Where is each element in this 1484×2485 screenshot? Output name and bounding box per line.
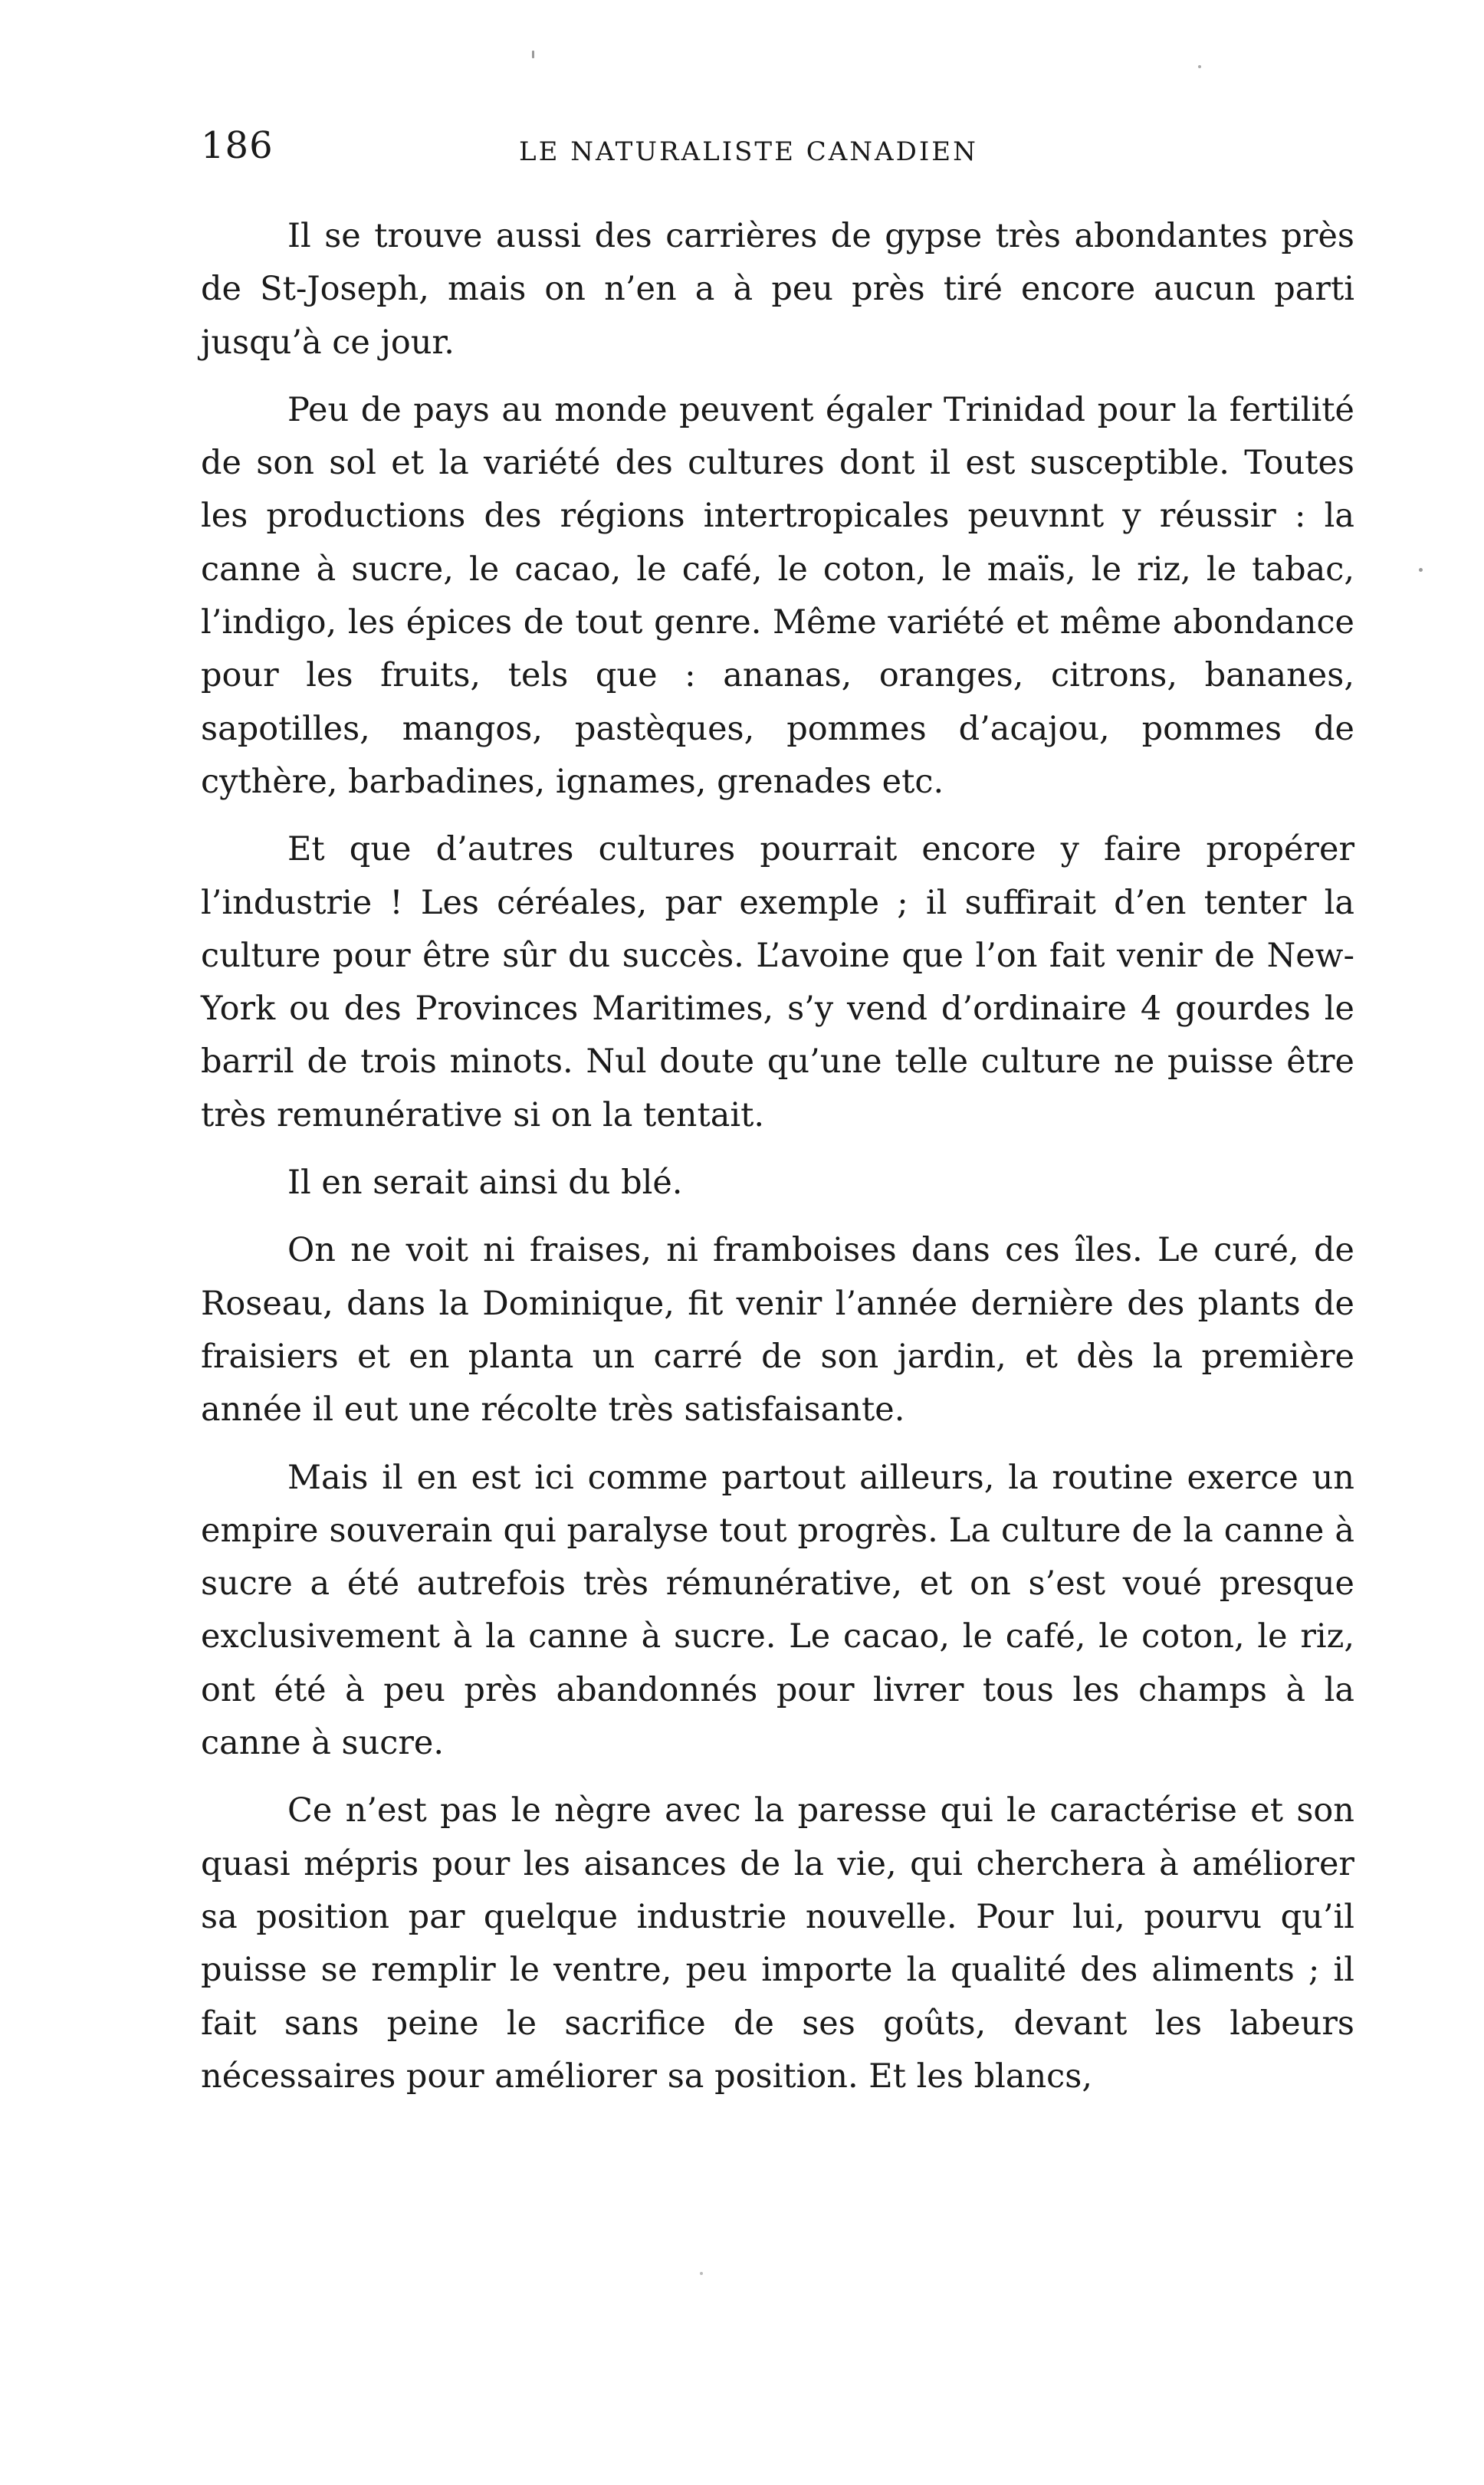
page-header (201, 115, 1358, 176)
page-number: 186 (201, 124, 274, 167)
body-text (201, 210, 1354, 2118)
paragraph-negro-labour: Ce n’est pas le nègre avec la paresse qui le caractérise et son quasi mépris pour les aisances de la vie, qui cherchera à améliorer sa position par quelque industrie nouvelle. Pour lui, pourvu qu’il puisse se remplir le ventre, peu importe la qualité des aliments ; il fait sans peine le sacrifice de ses goûts, devant les labeurs nécessaires pour améliorer sa position. Et les blancs, (201, 1791, 1354, 2096)
paragraph-routine: Mais il en est ici comme partout ailleurs, la routine exerce un empire souverain qui paralyse tout progrès. La culture de la canne à sucre a été autrefois très rémunérative, et on s’est voué presque exclusivement à la canne à sucre. Le cacao, le café, le coton, le riz, ont été à peu près abandonnés pour livrer tous les champs à la canne à sucre. (201, 1458, 1354, 1763)
paragraph-strawberries: On ne voit ni fraises, ni framboises dans ces îles. Le curé, de Roseau, dans la Dominique, fit venir l’année dernière des plants de fraisiers et en planta un carré de son jardin, et dès la première année il eut une récolte très satisfaisante. (201, 1231, 1354, 1430)
scan-speck (1419, 568, 1423, 572)
paragraph-other-cultures: Et que d’autres cultures pourrait encore y faire propérer l’industrie ! Les céréales, par exemple ; il suffirait d’en tenter la culture pour être sûr du succès. L’avoine que l’on fait venir de New-York ou des Provinces Maritimes, s’y vend d’ordinaire 4 gourdes le barril de trois minots. Nul doute qu’une telle culture ne puisse être très remunérative si on la tentait. (201, 830, 1354, 1134)
running-title: LE NATURALISTE CANADIEN (519, 136, 978, 167)
paragraph-wheat: Il en serait ainsi du blé. (287, 1164, 683, 1203)
scan-speck (532, 51, 534, 58)
scan-speck (700, 2272, 703, 2275)
paragraph-gypsum: Il se trouve aussi des carrières de gypse très abondantes près de St-Joseph, mais on n’en a à peu près tiré encore aucun parti jusqu’à ce jour. (201, 217, 1354, 362)
paragraph-fertility: Peu de pays au monde peuvent égaler Trinidad pour la fertilité de son sol et la variété des cultures dont il est susceptible. Toutes les productions des régions intertropicales peuvnnt y réussir : la canne à sucre, le cacao, le café, le coton, le maïs, le riz, le tabac, l’indigo, les épices de tout genre. Même variété et même abondance pour les fruits, tels que : ananas, oranges, citrons, bananes, sapotilles, mangos, pastèques, pommes d’acajou, pommes de cythère, barbadines, ignames, grenades etc. (201, 390, 1354, 801)
scan-speck (1198, 65, 1201, 68)
